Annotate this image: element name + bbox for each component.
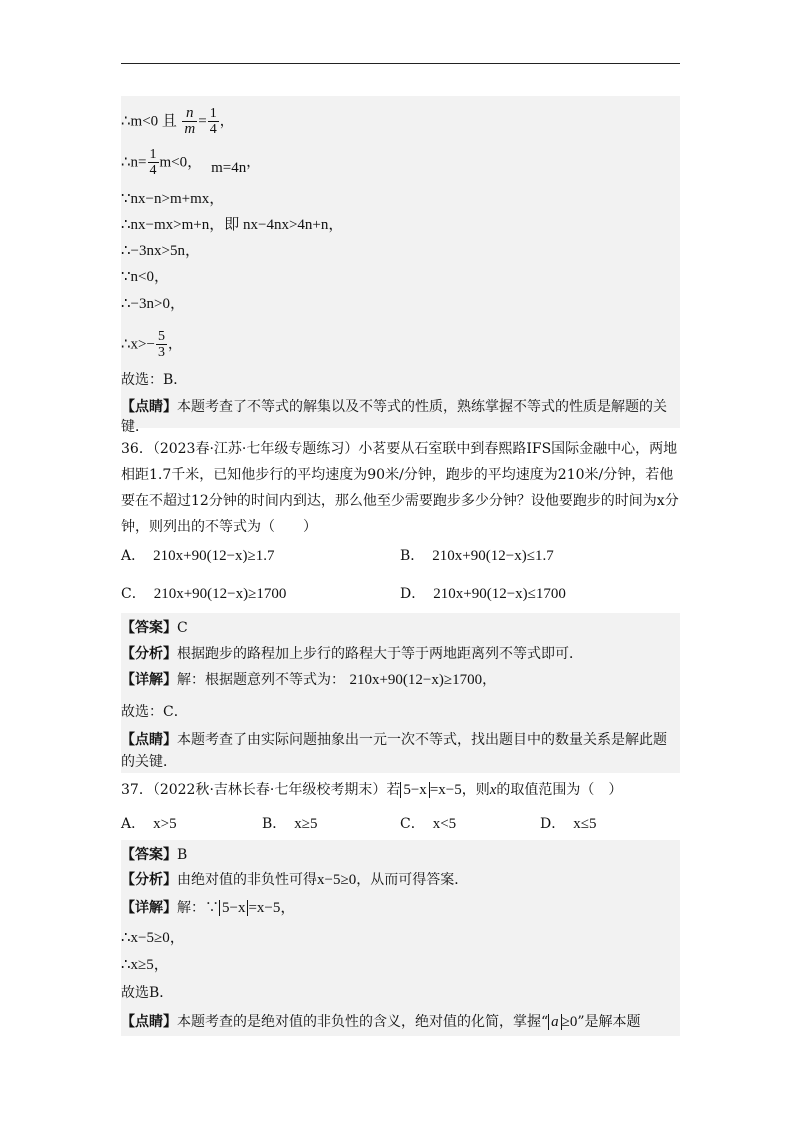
prev-step-6: ∵n<0， [121, 269, 170, 285]
q37-choose: 故选B． [121, 985, 174, 1001]
q36-option-b: B． 210x+90(12−x)≤1.7 [400, 548, 554, 564]
prev-step-2: ∴n= $\frac{1}{4}$ m<0， m=4n， [121, 147, 261, 178]
q36-option-d: D． 210x+90(12−x)≤1700 [400, 586, 566, 602]
q37-detail: 【详解】解：∵ 5−x =x−5， [121, 900, 296, 916]
q37-comment: 【点睛】本题考查的是绝对值的非负性的含义，绝对值的化简，掌握“ a ≥0”是解本题 [121, 1014, 641, 1030]
q37-step-3: ∴x≥5， [121, 957, 169, 973]
prev-step-4: ∴nx−mx>m+n，即 nx−4nx>4n+n， [121, 217, 344, 233]
q36-detail: 【详解】解：根据题意列不等式为： 210x+90(12−x)≥1700， [121, 672, 497, 688]
prev-step-7: ∴−3n>0， [121, 296, 185, 312]
q37-analysis: 【分析】由绝对值的非负性可得x−5≥0，从而可得答案． [121, 872, 469, 888]
q36-stem: 36．（2023春·江苏·七年级专题练习）小茗要从石室联中到春熙路IFS国际金融中心，两地相距1.7千米，已知他步行的平均速度为90米/分钟，跑步的平均速度为210米/分钟，若他要在不超过12分钟的时间内到达，那么他至少需要跑步多少分钟？设他要跑步的时间为x分钟，则列出的不等式为（ ） [121, 441, 679, 535]
q36-option-a: A． 210x+90(12−x)≥1.7 [121, 548, 275, 564]
header-rule [121, 63, 680, 64]
q37-option-a: A． x>5 [121, 816, 177, 832]
q37-stem: 37．（2022秋·吉林长春·七年级校考期末）若 5−x =x−5，则x的取值范围为（ ） [121, 782, 623, 798]
prev-step-5: ∴−3nx>5n， [121, 243, 200, 259]
prev-step-3: ∵nx−n>m+mx， [121, 191, 225, 207]
q36-choose: 故选：C． [121, 704, 188, 720]
solution-block-prev [121, 96, 680, 428]
q36-analysis: 【分析】根据跑步的路程加上步行的路程大于等于两地距离列不等式即可． [121, 646, 583, 662]
q36-comment: 【点睛】本题考查了由实际问题抽象出一元一次不等式，找出题目中的数量关系是解此题的关键． [121, 732, 667, 770]
q37-step-2: ∴x−5≥0， [121, 930, 185, 946]
prev-choose: 故选：B． [121, 372, 188, 388]
q36-answer: 【答案】C [121, 620, 188, 636]
q37-option-c: C． x<5 [400, 816, 457, 832]
prev-step-1: ∴m<0 且 $\frac{n}{m}$ = $\frac{1}{4}$ ， [121, 105, 234, 137]
prev-comment: 【点睛】本题考查了不等式的解集以及不等式的性质，熟练掌握不等式的性质是解题的关键． [121, 399, 667, 435]
q37-option-d: D． x≤5 [540, 816, 597, 832]
q36-option-c: C． 210x+90(12−x)≥1700 [121, 586, 287, 602]
prev-step-8: ∴x>− $\frac{5}{3}$ ， [121, 329, 182, 360]
q37-option-b: B． x≥5 [262, 816, 318, 832]
q37-answer: 【答案】B [121, 847, 188, 863]
